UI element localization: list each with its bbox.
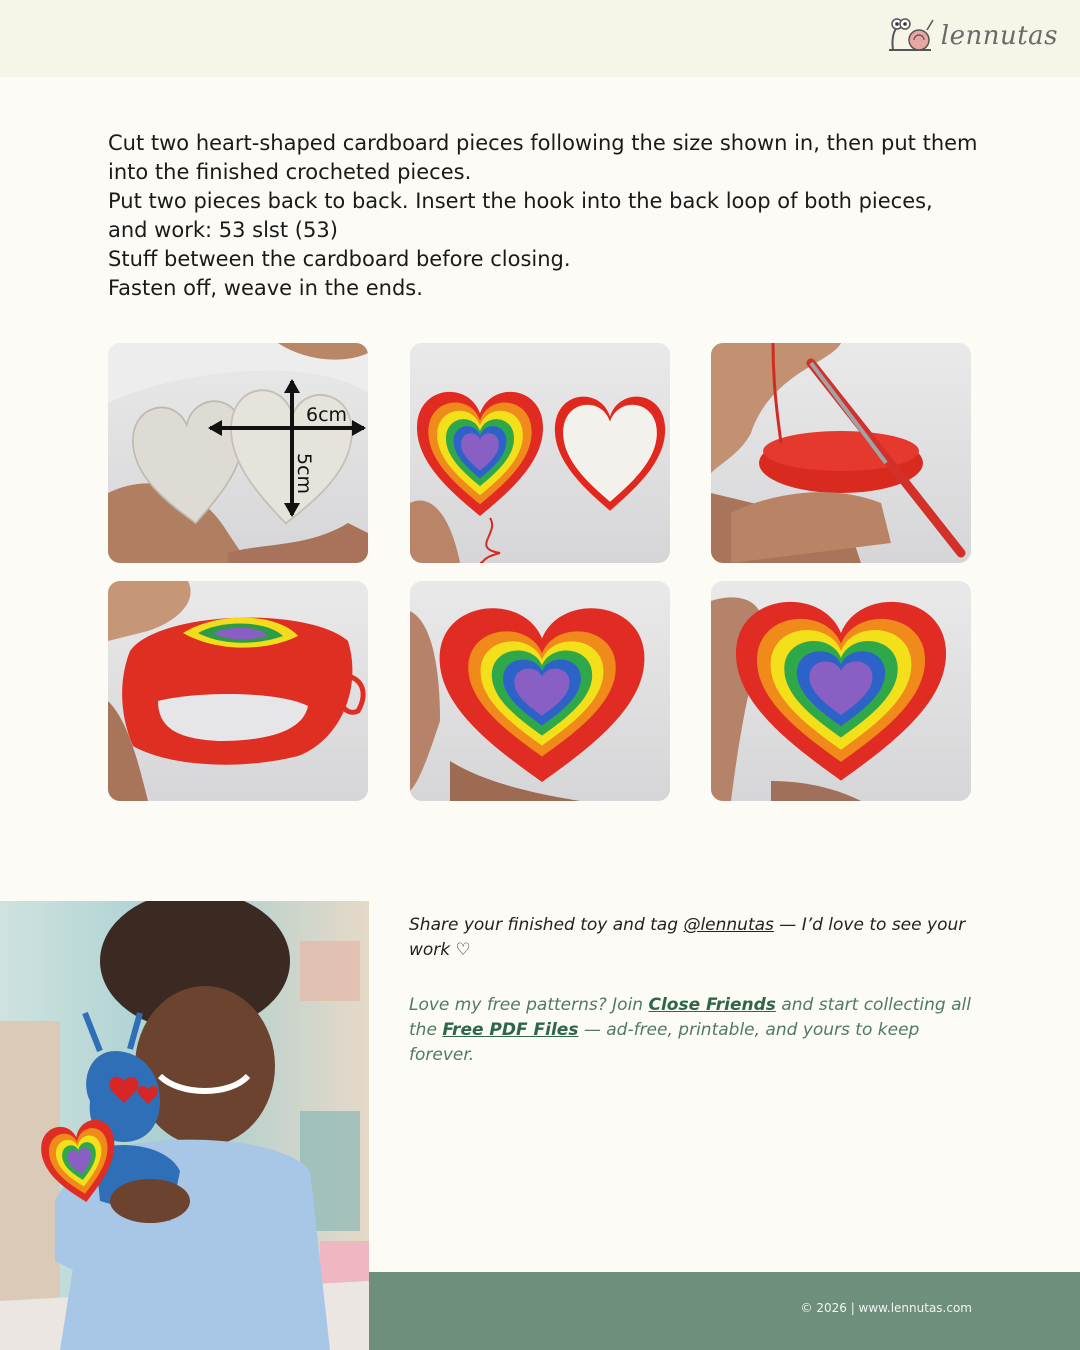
instruction-line: Stuff between the cardboard before closing. [108,247,571,271]
promo-part: — ad-free, printable, and yours to keep forever. [409,1020,920,1065]
header-bar [0,0,1080,77]
instructions-text [108,129,978,303]
photo-cardboard-hearts [108,343,368,563]
photo-joining-hook [711,343,971,563]
footer-copyright: © 2026 | www.lennutas.com [800,1301,972,1315]
photo-stuffing [108,581,368,801]
promo-part: Love my free patterns? Join [409,995,649,1015]
promo-part: and start collecting all the [409,995,971,1040]
photo-stuffed-heart [410,581,670,801]
instruction-line: Fasten off, weave in the ends. [108,276,423,300]
instagram-handle-link[interactable]: @lennutas [683,915,774,935]
instruction-line: Cut two heart-shaped cardboard pieces following the size shown in, then put them into the finished crocheted pieces. [108,131,978,184]
instruction-line: Put two pieces back to back. Insert the hook into the back loop of both pieces, and work: 53 slst (53) [108,189,933,242]
share-suffix: — I’d love to see your work ♡ [409,915,966,960]
photo-finished-heart [711,581,971,801]
brand-name: lennutas [940,21,1058,51]
height-label: 5cm [293,453,315,495]
footer-bar [369,1272,1080,1350]
photo-heart-and-insert [410,343,670,563]
brand-logo[interactable] [885,14,1058,58]
promo-text [409,993,989,1068]
free-pdf-files-link[interactable]: Free PDF Files [442,1020,579,1040]
share-prefix: Share your finished toy and tag [409,915,684,935]
snail-icon [885,16,937,56]
width-label: 6cm [306,404,348,426]
photo-child-with-toy [0,901,369,1350]
share-text [409,913,989,963]
close-friends-link[interactable]: Close Friends [648,995,776,1015]
